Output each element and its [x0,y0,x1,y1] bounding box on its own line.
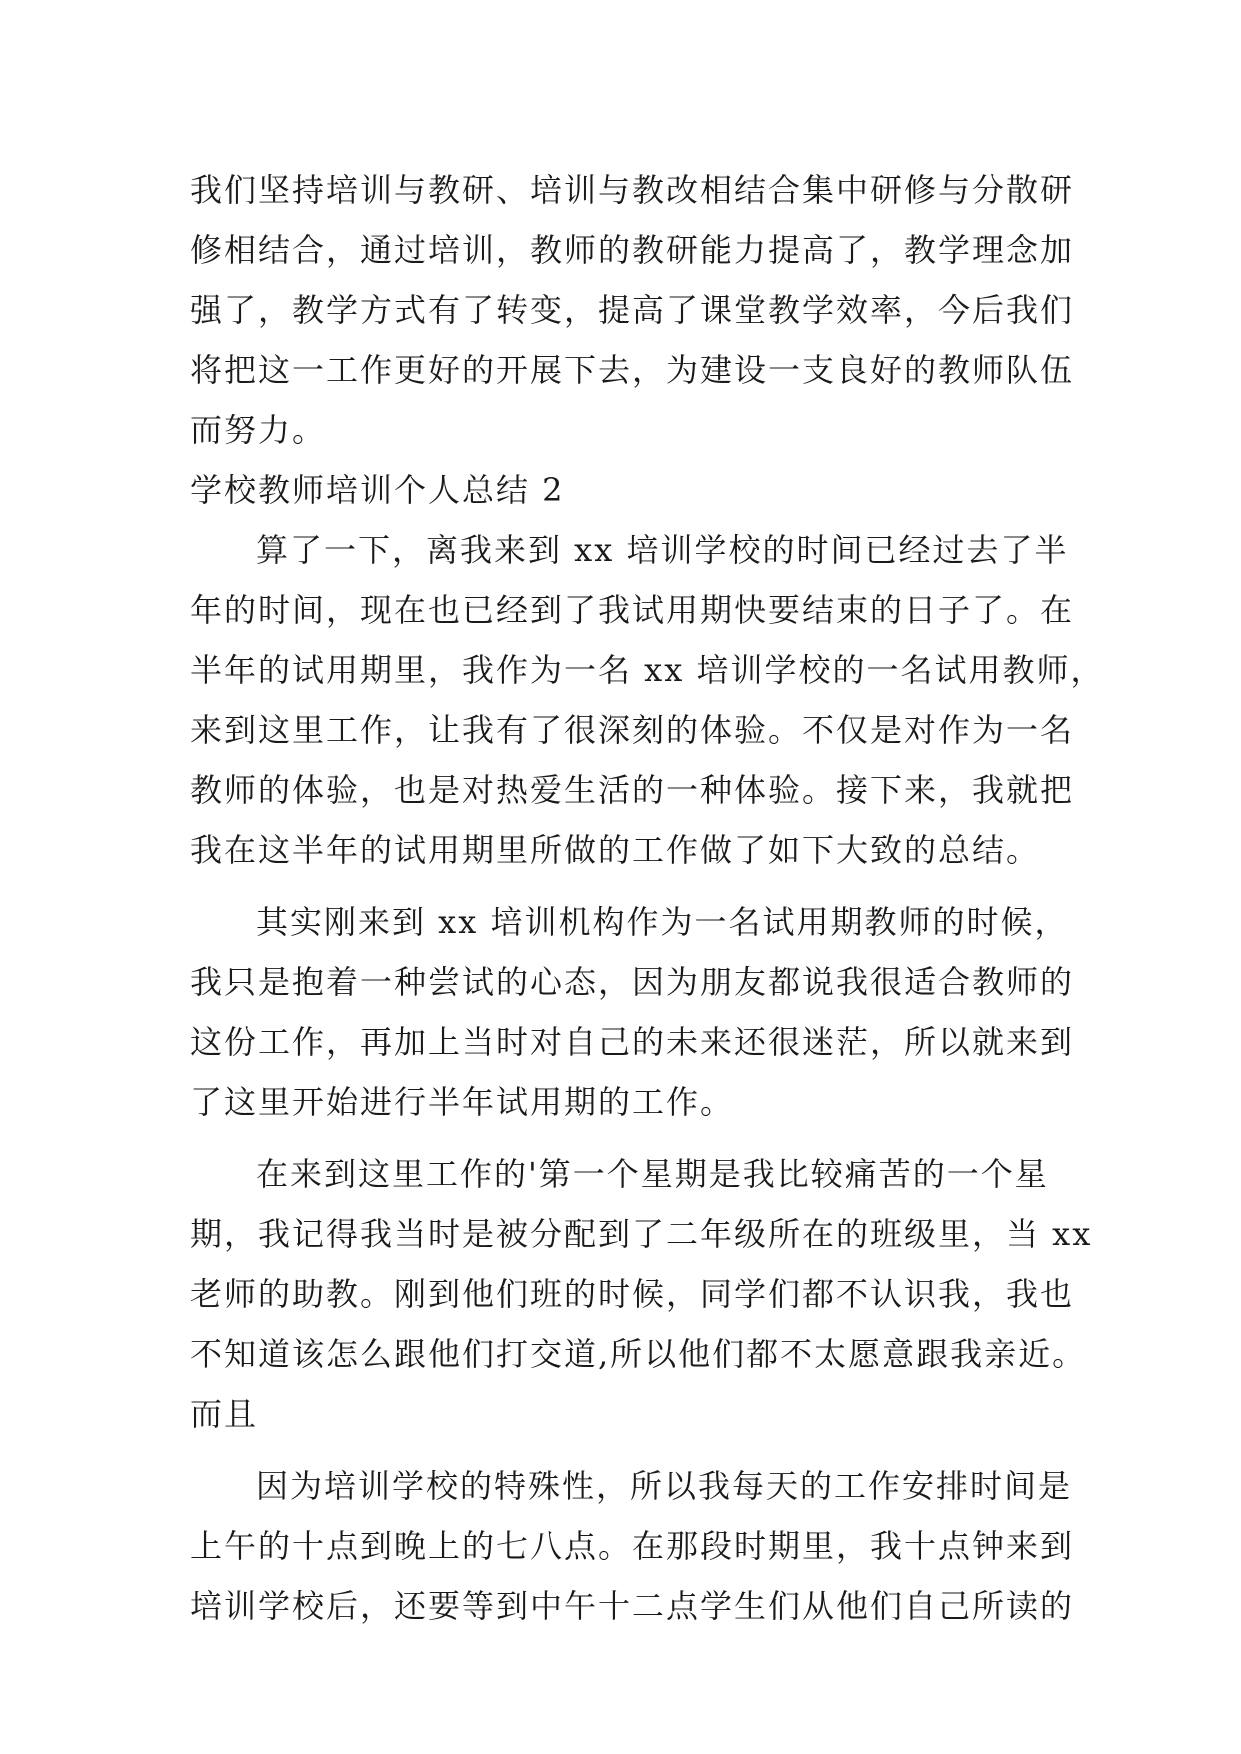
text-line: 我在这半年的试用期里所做的工作做了如下大致的总结。 [190,831,1041,869]
text-line: 年的时间，现在也已经到了我试用期快要结束的日子了。在 [190,591,1075,629]
text-line: 将把这一工作更好的开展下去，为建设一支良好的教师队伍 [190,351,1075,389]
text-line: 了这里开始进行半年试用期的工作。 [190,1083,735,1121]
paragraph-1 [190,520,1105,880]
text-line: 期，我记得我当时是被分配到了二年级所在的班级里，当 xx [190,1215,1093,1253]
text-line: 修相结合，通过培训，教师的教研能力提高了，教学理念加 [190,231,1075,269]
text-line: 老师的助教。刚到他们班的时候，同学们都不认识我，我也 [190,1275,1075,1313]
paragraph-3 [190,1144,1093,1444]
text-line: 这份工作，再加上当时对自己的未来还很迷茫，所以就来到 [190,1023,1075,1061]
text-line: 其实刚来到 xx 培训机构作为一名试用期教师的时候， [256,903,1069,941]
text-line: 来到这里工作，让我有了很深刻的体验。不仅是对作为一名 [190,711,1075,749]
text-line: 半年的试用期里，我作为一名 xx 培训学校的一名试用教师， [190,651,1105,689]
text-line: 在来到这里工作的'第一个星期是我比较痛苦的一个星 [256,1155,1049,1193]
paragraph-4 [190,1456,1075,1636]
text-line: 而且 [190,1395,259,1433]
document-body [190,160,1105,1636]
paragraph-2 [190,892,1075,1132]
text-line: 我只是抱着一种尝试的心态，因为朋友都说我很适合教师的 [190,963,1075,1001]
text-line: 我们坚持培训与教研、培训与教改相结合集中研修与分散研 [190,171,1075,209]
text-line: 不知道该怎么跟他们打交道,所以他们都不太愿意跟我亲近。 [190,1335,1087,1373]
text-line: 上午的十点到晚上的七八点。在那段时期里，我十点钟来到 [190,1527,1075,1565]
text-line: 教师的体验，也是对热爱生活的一种体验。接下来，我就把 [190,771,1075,809]
section-title: 学校教师培训个人总结 2 [190,471,565,509]
text-line: 因为培训学校的特殊性，所以我每天的工作安排时间是 [256,1467,1073,1505]
text-line: 算了一下，离我来到 xx 培训学校的时间已经过去了半 [256,531,1069,569]
text-line: 而努力。 [190,411,327,449]
text-line: 强了，教学方式有了转变，提高了课堂教学效率，今后我们 [190,291,1075,329]
text-line: 培训学校后，还要等到中午十二点学生们从他们自己所读的 [190,1587,1075,1625]
intro-paragraph [190,160,1075,460]
